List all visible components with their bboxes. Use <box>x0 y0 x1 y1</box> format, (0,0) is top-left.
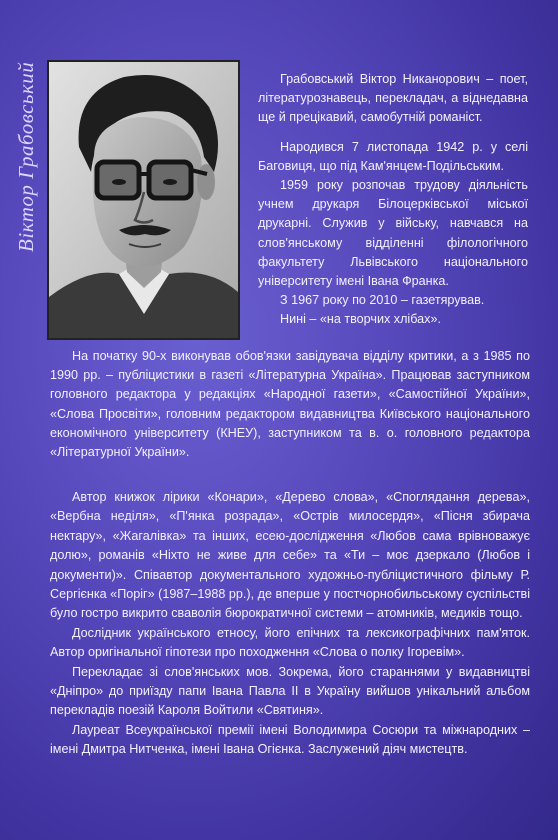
works-paragraph: Автор книжок лірики «Конари», «Дерево слова», «Споглядання дерева», «Вербна неділя», «П'янка розрада», «Острів милосердя», «Пісня збирача нектару», «Жагалівка» та інших, есею-дослідження «Любов сама врівноважує долю», романів «Ніхто не живе для себе» та «Ти – моє дзеркало (Любов і документи)». Співавтор документального художньо-публіцистичного фільму Р. Сергієнка «Поріг» (1987–1988 рр.), де вперше у постчорнобильському суспільстві було гостро викрито сваволія бюрократичної системи – атомників, медиків тощо. <box>50 490 530 621</box>
bio-paragraph: Грабовський Віктор Никанорович – поет, літературознавець, перекладач, а віднедавна ще й прецікавий, самобутній романіст. <box>258 72 528 125</box>
biography-intro <box>258 70 528 330</box>
biography-career <box>50 347 530 462</box>
author-portrait <box>47 60 240 340</box>
bio-paragraph: З 1967 року по 2010 – газетярував. <box>280 293 485 308</box>
bio-paragraph: Нині – «на творчих хлібах». <box>280 312 441 327</box>
portrait-image <box>49 62 238 338</box>
vertical-author-name: Віктор Грабовський <box>14 62 38 253</box>
works-paragraph: Лауреат Всеукраїнської премії імені Володимира Сосюри та міжнародних – імені Дмитра Нитченка, імені Івана Огієнка. Заслужений діяч мистецтв. <box>50 722 530 757</box>
bio-paragraph: Народився 7 листопада 1942 р. у селі Баговиця, що під Кам'янцем-Подільським. <box>258 139 528 173</box>
biography-works <box>50 488 530 760</box>
bio-paragraph: 1959 року розпочав трудову діяльність учнем друкаря Білоцерківської міської друкарні. Служив у війську, навчався на слов'янському відділенні філологічного факультету Львівського національного університету імені Івана Франка. <box>258 178 528 289</box>
works-paragraph: Перекладає зі слов'янських мов. Зокрема, його стараннями у видавництві «Дніпро» до приїзду папи Івана Павла ІІ в Україну вийшов унікальний альбом перекладів поезій Кароля Войтили «Святиня». <box>50 664 530 718</box>
works-paragraph: Дослідник українського етносу, його епічних та лексикографічних пам'яток. Автор оригінальної гіпотези про походження «Слова о полку Ігоревім». <box>50 625 530 660</box>
bio-paragraph: На початку 90-х виконував обов'язки завідувача відділу критики, а з 1985 по 1990 рр. – публіцистики в газеті «Літературна Україна». Працював заступником головного редактора у редакціях «Народної газети», «Самостійної України», «Слова Просвіти», головним редактором видавництва Київського національного економічного університету (КНЕУ), заступником та в. о. головного редактора «Літературної України». <box>50 349 530 460</box>
